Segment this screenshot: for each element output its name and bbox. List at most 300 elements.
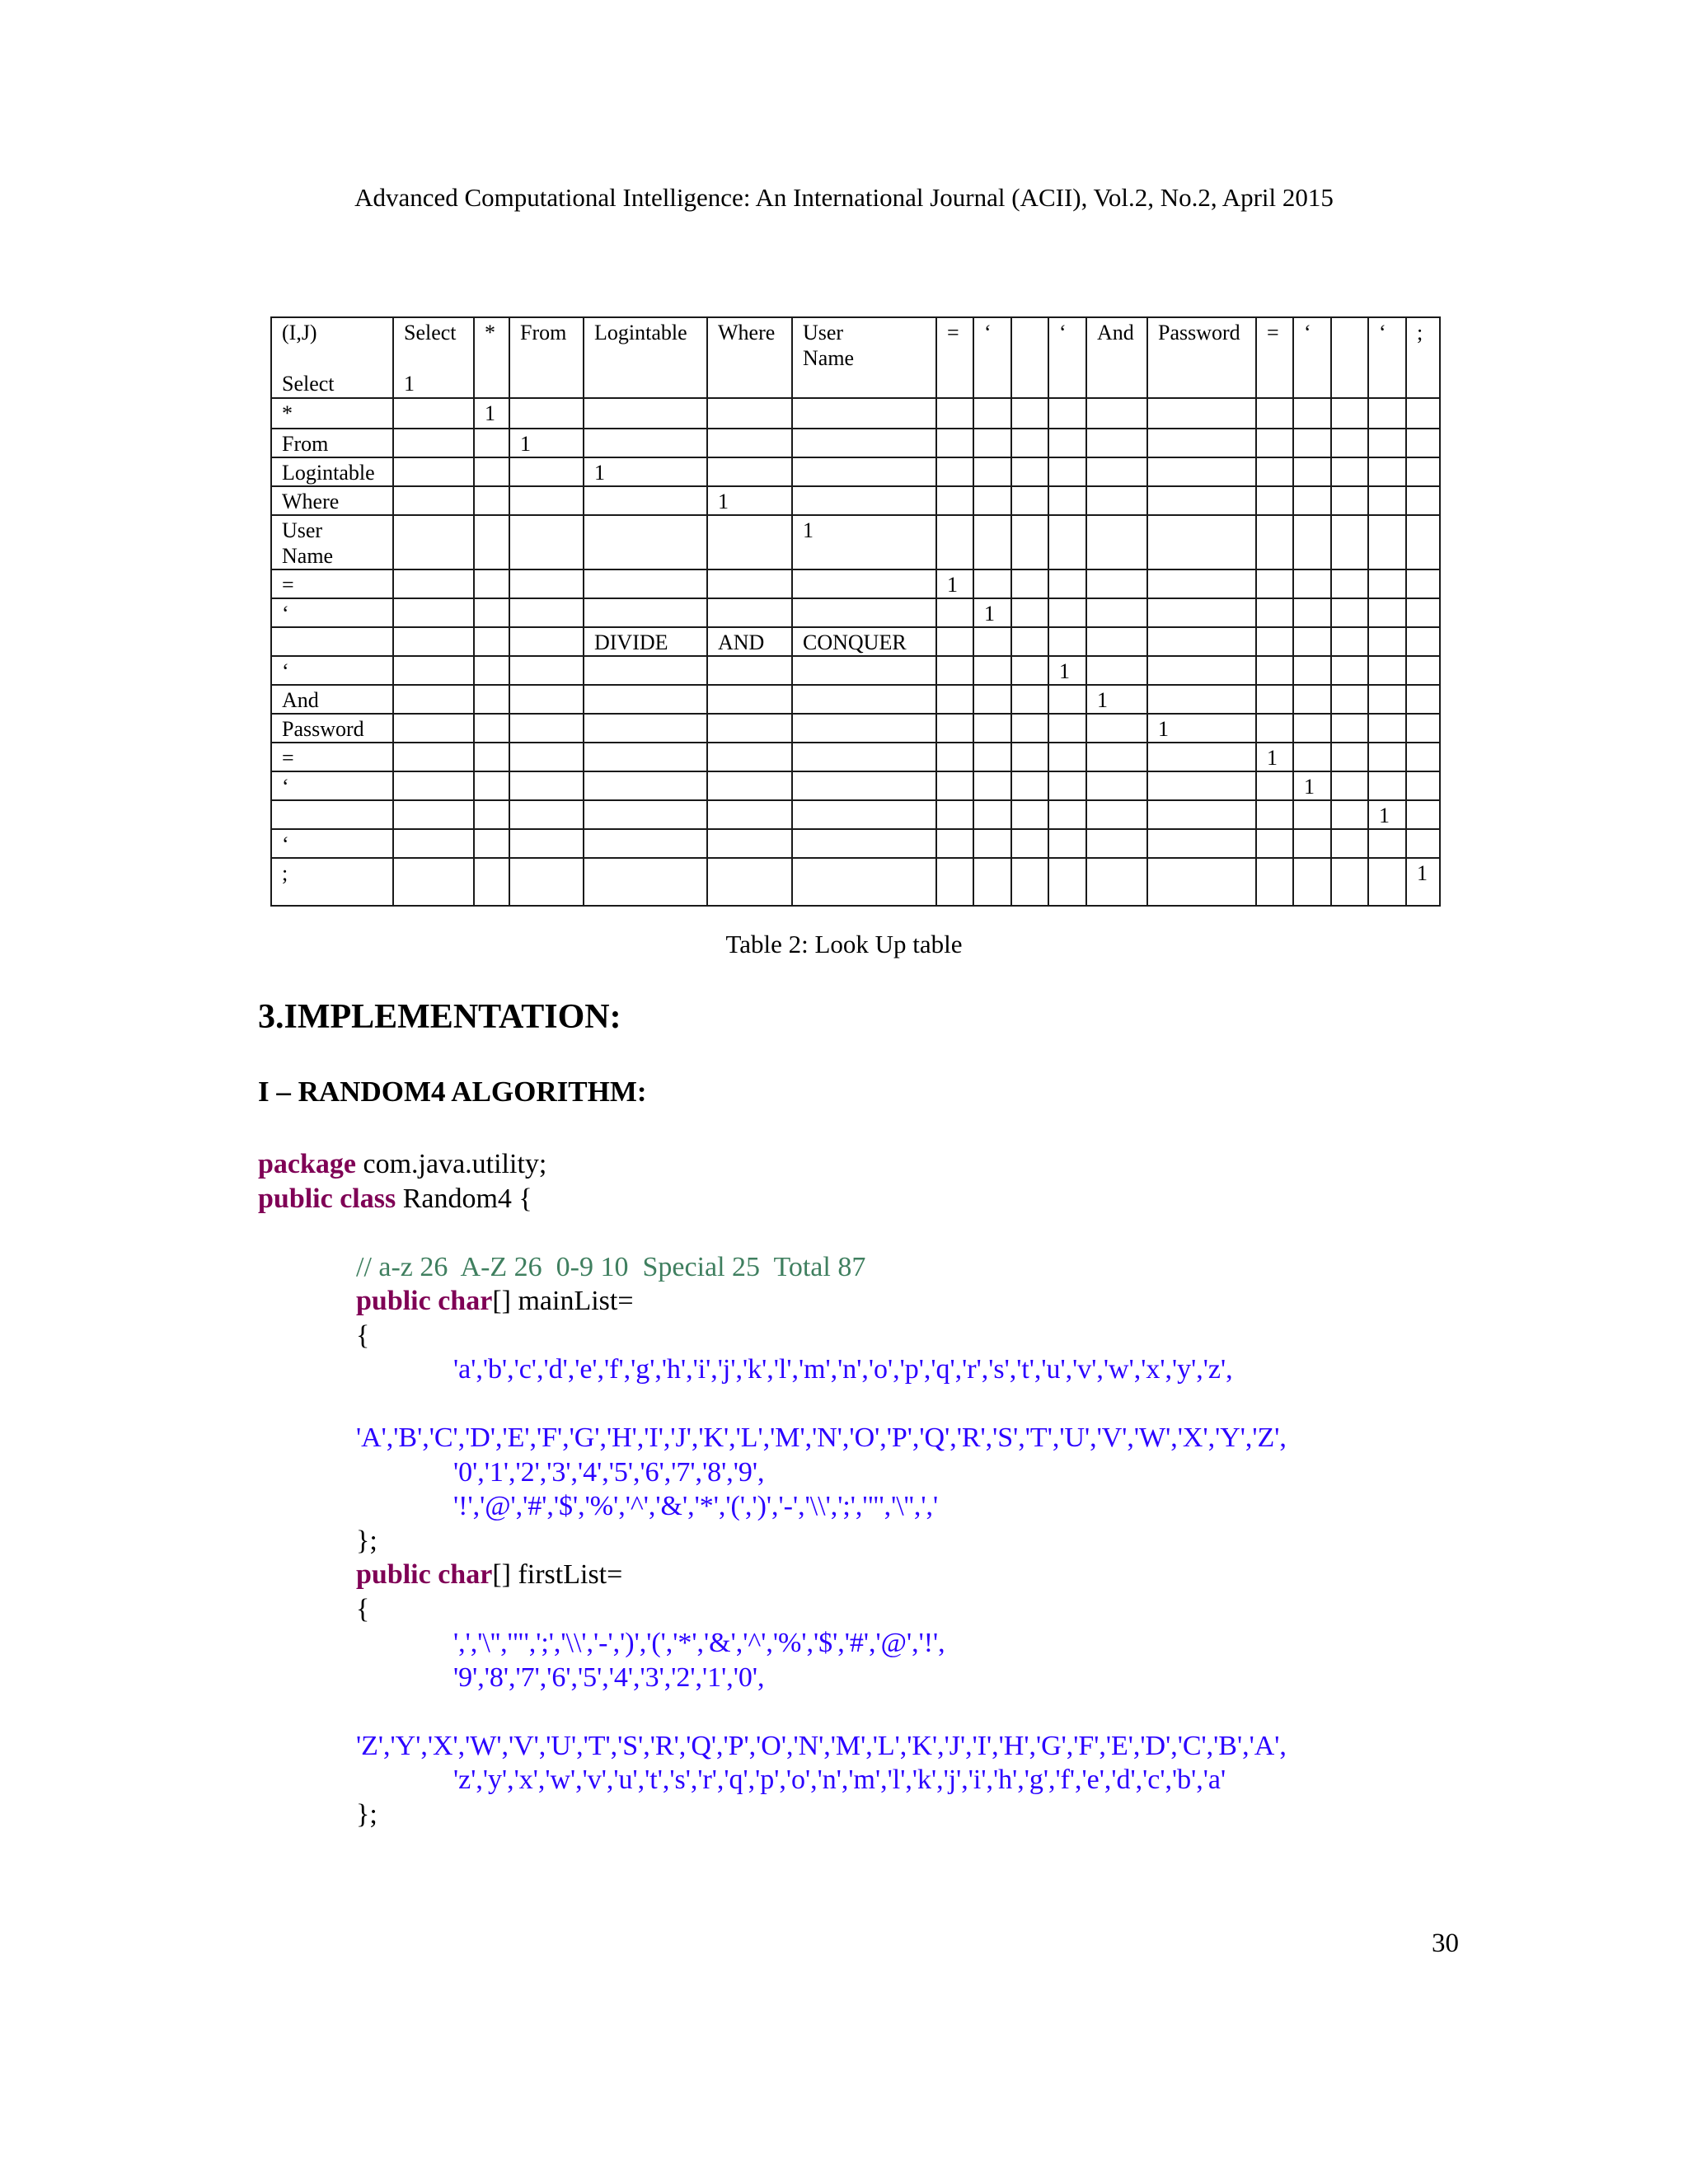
table-cell bbox=[474, 743, 509, 771]
table-cell bbox=[936, 829, 973, 858]
table-cell bbox=[509, 829, 584, 858]
table-row bbox=[271, 771, 1440, 800]
table-cell bbox=[1048, 515, 1086, 569]
table-cell bbox=[792, 398, 936, 429]
code-keyword: public char bbox=[356, 1286, 493, 1316]
table-cell bbox=[1293, 569, 1331, 598]
table-cell bbox=[1147, 800, 1256, 829]
table-cell bbox=[1406, 486, 1440, 515]
table-cell: Logintable bbox=[271, 457, 393, 486]
table-row bbox=[271, 858, 1440, 906]
table-cell bbox=[1147, 627, 1256, 656]
lookup-table bbox=[270, 316, 1441, 907]
table-cell bbox=[1011, 714, 1048, 743]
code-blank-line bbox=[258, 1387, 1494, 1422]
table-cell bbox=[509, 569, 584, 598]
table-cell bbox=[474, 515, 509, 569]
table-cell: 1 bbox=[1293, 771, 1331, 800]
table-cell: DIVIDE bbox=[584, 627, 707, 656]
table-cell: 1 bbox=[1086, 685, 1147, 714]
table-cell: = bbox=[936, 317, 973, 398]
table-cell bbox=[792, 429, 936, 457]
table-cell bbox=[792, 800, 936, 829]
table-cell bbox=[1086, 656, 1147, 685]
table-cell: 1 bbox=[707, 486, 792, 515]
table-cell bbox=[707, 685, 792, 714]
table-cell: ‘ bbox=[271, 771, 393, 800]
table-cell bbox=[973, 569, 1011, 598]
code-line bbox=[258, 1558, 1494, 1592]
table-cell bbox=[393, 771, 474, 800]
table-cell bbox=[584, 598, 707, 627]
table-cell: 1 bbox=[1406, 858, 1440, 906]
table-cell bbox=[1331, 398, 1368, 429]
table-cell bbox=[1256, 800, 1293, 829]
table-cell bbox=[1256, 569, 1293, 598]
table-cell bbox=[393, 829, 474, 858]
table-cell bbox=[393, 515, 474, 569]
table-row bbox=[271, 515, 1440, 569]
table-cell: And bbox=[271, 685, 393, 714]
code-blank-line bbox=[258, 1694, 1494, 1729]
table-cell bbox=[973, 771, 1011, 800]
table-cell: AND bbox=[707, 627, 792, 656]
table-row bbox=[271, 457, 1440, 486]
table-cell bbox=[509, 457, 584, 486]
table-cell: 1 bbox=[792, 515, 936, 569]
code-line bbox=[258, 1284, 1494, 1319]
table-cell bbox=[973, 627, 1011, 656]
table-cell bbox=[393, 685, 474, 714]
code-string: ',','\'','"',';','\\','-',')','(','*','&','^','%','$','#','@','!', bbox=[453, 1628, 945, 1658]
table-cell bbox=[509, 398, 584, 429]
table-cell bbox=[474, 486, 509, 515]
table-cell bbox=[792, 858, 936, 906]
table-cell bbox=[1011, 515, 1048, 569]
table-cell bbox=[584, 714, 707, 743]
table-cell bbox=[1293, 656, 1331, 685]
table-cell bbox=[1406, 800, 1440, 829]
table-cell bbox=[1293, 685, 1331, 714]
table-cell bbox=[792, 685, 936, 714]
table-cell bbox=[1256, 598, 1293, 627]
table-cell bbox=[1256, 858, 1293, 906]
table-cell bbox=[271, 627, 393, 656]
table-cell bbox=[936, 714, 973, 743]
table-cell bbox=[393, 800, 474, 829]
table-row bbox=[271, 398, 1440, 429]
table-cell bbox=[707, 858, 792, 906]
table-cell bbox=[1011, 429, 1048, 457]
code-text: { bbox=[356, 1319, 370, 1351]
table-cell bbox=[1406, 743, 1440, 771]
table-cell bbox=[1011, 317, 1048, 398]
table-cell bbox=[1011, 800, 1048, 829]
table-cell bbox=[584, 771, 707, 800]
table-cell: = bbox=[1256, 317, 1293, 398]
table-cell bbox=[393, 457, 474, 486]
table-cell bbox=[1011, 598, 1048, 627]
code-line bbox=[258, 1250, 1494, 1285]
code-string: '!','@','#','$','%','^','&','*','(',')','-','\\',';','"','\'',',' bbox=[453, 1491, 939, 1521]
table-cell bbox=[1331, 800, 1368, 829]
code-string: 'a','b','c','d','e','f','g','h','i','j','k','l','m','n','o','p','q','r','s','t','u','v','w','x','y','z', bbox=[453, 1354, 1233, 1385]
table-cell bbox=[1293, 829, 1331, 858]
table-cell bbox=[1086, 800, 1147, 829]
table-cell bbox=[792, 771, 936, 800]
table-cell bbox=[936, 398, 973, 429]
table-cell bbox=[509, 714, 584, 743]
table-cell bbox=[1331, 457, 1368, 486]
code-keyword: public char bbox=[356, 1559, 493, 1590]
table-cell bbox=[1406, 771, 1440, 800]
table-cell bbox=[393, 398, 474, 429]
code-line bbox=[258, 1352, 1494, 1387]
table-cell: 1 bbox=[936, 569, 973, 598]
table-cell bbox=[1368, 598, 1406, 627]
table-cell bbox=[1147, 486, 1256, 515]
table-cell bbox=[474, 829, 509, 858]
table-cell bbox=[1331, 515, 1368, 569]
table-cell bbox=[1406, 685, 1440, 714]
journal-header: Advanced Computational Intelligence: An International Journal (ACII), Vol.2, No.2, April 2015 bbox=[354, 183, 1334, 212]
code-string: '9','8','7','6','5','4','3','2','1','0', bbox=[453, 1661, 765, 1693]
table-cell bbox=[1331, 486, 1368, 515]
code-text: { bbox=[356, 1593, 370, 1624]
table-cell bbox=[1048, 858, 1086, 906]
table-cell bbox=[474, 457, 509, 486]
table-cell bbox=[1011, 398, 1048, 429]
table-cell bbox=[707, 457, 792, 486]
table-cell bbox=[1331, 714, 1368, 743]
table-cell bbox=[474, 800, 509, 829]
table-cell bbox=[1147, 515, 1256, 569]
table-cell bbox=[1086, 829, 1147, 858]
table-cell bbox=[936, 598, 973, 627]
table-cell: 1 bbox=[973, 598, 1011, 627]
code-comment: // a-z 26 A-Z 26 0-9 10 Special 25 Total 87 bbox=[356, 1251, 866, 1282]
table-cell bbox=[707, 714, 792, 743]
table-cell bbox=[1293, 457, 1331, 486]
table-row bbox=[271, 656, 1440, 685]
table-cell bbox=[1256, 429, 1293, 457]
code-text: com.java.utility; bbox=[356, 1149, 547, 1179]
code-line bbox=[258, 1763, 1494, 1797]
table-cell bbox=[1293, 515, 1331, 569]
table-cell: User Name bbox=[792, 317, 936, 398]
table-row bbox=[271, 486, 1440, 515]
table-cell bbox=[509, 743, 584, 771]
table-cell bbox=[474, 714, 509, 743]
table-cell: ‘ bbox=[1368, 317, 1406, 398]
table-cell bbox=[393, 714, 474, 743]
table-cell bbox=[1406, 429, 1440, 457]
table-cell bbox=[509, 771, 584, 800]
table-cell bbox=[1368, 429, 1406, 457]
table-cell bbox=[584, 515, 707, 569]
table-row bbox=[271, 800, 1440, 829]
table-cell bbox=[973, 714, 1011, 743]
table-cell bbox=[1086, 858, 1147, 906]
table-cell bbox=[509, 858, 584, 906]
table-cell: 1 bbox=[1368, 800, 1406, 829]
table-cell bbox=[1086, 398, 1147, 429]
code-keyword: public class bbox=[258, 1183, 396, 1214]
table-cell: (I,J) Select bbox=[271, 317, 393, 398]
table-cell bbox=[474, 656, 509, 685]
table-cell bbox=[393, 486, 474, 515]
table-cell bbox=[474, 771, 509, 800]
table-cell bbox=[1011, 569, 1048, 598]
table-cell: From bbox=[271, 429, 393, 457]
table-cell bbox=[1147, 457, 1256, 486]
table-cell bbox=[707, 829, 792, 858]
table-cell bbox=[1331, 317, 1368, 398]
table-cell bbox=[973, 429, 1011, 457]
table-caption: Table 2: Look Up table bbox=[725, 930, 963, 958]
table-cell bbox=[792, 656, 936, 685]
table-cell bbox=[973, 457, 1011, 486]
table-cell bbox=[1368, 457, 1406, 486]
code-text: [] mainList= bbox=[492, 1286, 634, 1316]
table-cell bbox=[393, 569, 474, 598]
code-line bbox=[258, 1421, 1494, 1455]
table-cell bbox=[1048, 486, 1086, 515]
table-cell bbox=[1368, 486, 1406, 515]
table-cell: * bbox=[271, 398, 393, 429]
code-line bbox=[258, 1524, 1494, 1558]
table-cell bbox=[1293, 486, 1331, 515]
table-cell bbox=[1406, 398, 1440, 429]
table-cell bbox=[936, 457, 973, 486]
table-cell bbox=[474, 429, 509, 457]
table-cell bbox=[1331, 858, 1368, 906]
table-cell bbox=[1368, 515, 1406, 569]
table-cell bbox=[1011, 858, 1048, 906]
table-cell bbox=[1331, 743, 1368, 771]
code-string: 'A','B','C','D','E','F','G','H','I','J','K','L','M','N','O','P','Q','R','S','T','U','V','W','X','Y','Z', bbox=[356, 1422, 1287, 1453]
table-cell bbox=[393, 598, 474, 627]
table-cell bbox=[1048, 598, 1086, 627]
table-cell: 1 bbox=[1147, 714, 1256, 743]
table-cell: ‘ bbox=[1293, 317, 1331, 398]
table-cell bbox=[1147, 743, 1256, 771]
table-cell bbox=[1086, 486, 1147, 515]
table-cell bbox=[936, 685, 973, 714]
table-cell bbox=[1406, 598, 1440, 627]
code-line bbox=[258, 1626, 1494, 1661]
table-cell bbox=[1293, 598, 1331, 627]
table-cell bbox=[584, 398, 707, 429]
table-row bbox=[271, 627, 1440, 656]
table-cell bbox=[792, 714, 936, 743]
table-cell bbox=[1048, 829, 1086, 858]
table-cell bbox=[1293, 800, 1331, 829]
table-cell bbox=[1331, 656, 1368, 685]
table-cell bbox=[792, 569, 936, 598]
table-cell bbox=[1147, 858, 1256, 906]
code-line bbox=[258, 1319, 1494, 1353]
table-cell bbox=[1293, 858, 1331, 906]
code-blank-line bbox=[258, 1216, 1494, 1250]
table-cell bbox=[393, 627, 474, 656]
table-cell bbox=[584, 685, 707, 714]
table-cell bbox=[1331, 598, 1368, 627]
table-cell bbox=[707, 800, 792, 829]
table-cell bbox=[1086, 627, 1147, 656]
code-line bbox=[258, 1489, 1494, 1524]
table-cell: 1 bbox=[1256, 743, 1293, 771]
table-cell bbox=[509, 685, 584, 714]
table-cell bbox=[1256, 486, 1293, 515]
table-cell bbox=[1086, 598, 1147, 627]
table-cell bbox=[1331, 429, 1368, 457]
table-cell bbox=[584, 569, 707, 598]
code-line bbox=[258, 1592, 1494, 1627]
table-cell bbox=[584, 429, 707, 457]
table-cell bbox=[1048, 429, 1086, 457]
table-cell bbox=[1086, 515, 1147, 569]
table-cell bbox=[474, 685, 509, 714]
table-cell bbox=[936, 656, 973, 685]
code-line bbox=[258, 1729, 1494, 1764]
table-cell bbox=[393, 858, 474, 906]
table-cell bbox=[474, 627, 509, 656]
code-text: Random4 { bbox=[396, 1183, 532, 1214]
table-cell bbox=[1368, 569, 1406, 598]
section-title: 3.IMPLEMENTATION: bbox=[258, 998, 621, 1036]
table-cell bbox=[1011, 486, 1048, 515]
table-cell: ‘ bbox=[271, 656, 393, 685]
table-cell: Logintable bbox=[584, 317, 707, 398]
table-cell bbox=[792, 743, 936, 771]
table-cell bbox=[509, 598, 584, 627]
table-cell bbox=[584, 800, 707, 829]
table-row bbox=[271, 685, 1440, 714]
table-cell bbox=[707, 398, 792, 429]
table-cell: = bbox=[271, 569, 393, 598]
table-cell bbox=[936, 486, 973, 515]
table-cell bbox=[707, 771, 792, 800]
table-cell bbox=[509, 656, 584, 685]
table-cell bbox=[1048, 714, 1086, 743]
table-cell: 1 bbox=[1048, 656, 1086, 685]
table-cell bbox=[393, 429, 474, 457]
table-cell bbox=[1048, 743, 1086, 771]
table-row bbox=[271, 829, 1440, 858]
table-cell bbox=[1086, 771, 1147, 800]
table-cell bbox=[1331, 685, 1368, 714]
table-cell bbox=[936, 429, 973, 457]
table-cell bbox=[936, 858, 973, 906]
table-cell bbox=[474, 858, 509, 906]
table-cell bbox=[1331, 771, 1368, 800]
table-cell bbox=[973, 800, 1011, 829]
table-cell bbox=[936, 627, 973, 656]
table-cell bbox=[1086, 569, 1147, 598]
table-cell: * bbox=[474, 317, 509, 398]
table-cell bbox=[1147, 771, 1256, 800]
table-cell bbox=[1086, 429, 1147, 457]
table-cell bbox=[973, 515, 1011, 569]
table-cell bbox=[1011, 457, 1048, 486]
table-cell: Password bbox=[1147, 317, 1256, 398]
table-cell: ‘ bbox=[271, 598, 393, 627]
table-cell bbox=[973, 486, 1011, 515]
table-cell bbox=[973, 743, 1011, 771]
table-cell bbox=[509, 486, 584, 515]
code-string: 'Z','Y','X','W','V','U','T','S','R','Q','P','O','N','M','L','K','J','I','H','G','F','E','D','C','B','A', bbox=[356, 1730, 1287, 1761]
table-cell bbox=[1147, 429, 1256, 457]
table-cell bbox=[1368, 714, 1406, 743]
table-cell: 1 bbox=[474, 398, 509, 429]
code-text: [] firstList= bbox=[492, 1559, 623, 1590]
table-cell bbox=[1368, 685, 1406, 714]
code-line bbox=[258, 1455, 1494, 1490]
table-cell: Where bbox=[707, 317, 792, 398]
table-cell bbox=[393, 656, 474, 685]
table-cell bbox=[973, 656, 1011, 685]
table-cell bbox=[936, 515, 973, 569]
table-cell bbox=[1048, 627, 1086, 656]
table-cell bbox=[1048, 569, 1086, 598]
table-cell bbox=[1368, 829, 1406, 858]
table-cell bbox=[707, 569, 792, 598]
table-cell bbox=[509, 515, 584, 569]
table-cell bbox=[1086, 743, 1147, 771]
table-cell: 1 bbox=[584, 457, 707, 486]
table-row bbox=[271, 598, 1440, 627]
table-cell bbox=[707, 656, 792, 685]
table-cell bbox=[707, 743, 792, 771]
table-cell bbox=[1368, 743, 1406, 771]
table-cell: Password bbox=[271, 714, 393, 743]
table-cell: ‘ bbox=[271, 829, 393, 858]
table-cell: = bbox=[271, 743, 393, 771]
table-cell: ‘ bbox=[973, 317, 1011, 398]
table-cell bbox=[474, 598, 509, 627]
code-line bbox=[258, 1147, 1494, 1182]
table-cell bbox=[1011, 627, 1048, 656]
table-cell bbox=[936, 771, 973, 800]
table-cell: ; bbox=[1406, 317, 1440, 398]
table-cell: From bbox=[509, 317, 584, 398]
table-cell bbox=[1011, 656, 1048, 685]
table-cell bbox=[1147, 685, 1256, 714]
code-string: 'z','y','x','w','v','u','t','s','r','q','p','o','n','m','l','k','j','i','h','g','f','e','d','c','b','a' bbox=[453, 1765, 1226, 1795]
table-cell: User Name bbox=[271, 515, 393, 569]
table-cell bbox=[1368, 771, 1406, 800]
table-cell bbox=[1293, 627, 1331, 656]
table-row bbox=[271, 429, 1440, 457]
table-header-row bbox=[271, 317, 1440, 398]
table-cell bbox=[1256, 656, 1293, 685]
table-cell bbox=[1256, 685, 1293, 714]
section-subtitle: I – RANDOM4 ALGORITHM: bbox=[258, 1076, 647, 1108]
table-cell: Select 1 bbox=[393, 317, 474, 398]
table-cell bbox=[1293, 398, 1331, 429]
code-line bbox=[258, 1182, 1494, 1216]
table-cell bbox=[1256, 515, 1293, 569]
table-cell bbox=[1147, 598, 1256, 627]
table-cell bbox=[584, 858, 707, 906]
table-cell bbox=[1048, 685, 1086, 714]
table-cell: And bbox=[1086, 317, 1147, 398]
table-cell: ‘ bbox=[1048, 317, 1086, 398]
table-cell bbox=[973, 685, 1011, 714]
table-cell bbox=[973, 829, 1011, 858]
table-cell: 1 bbox=[509, 429, 584, 457]
